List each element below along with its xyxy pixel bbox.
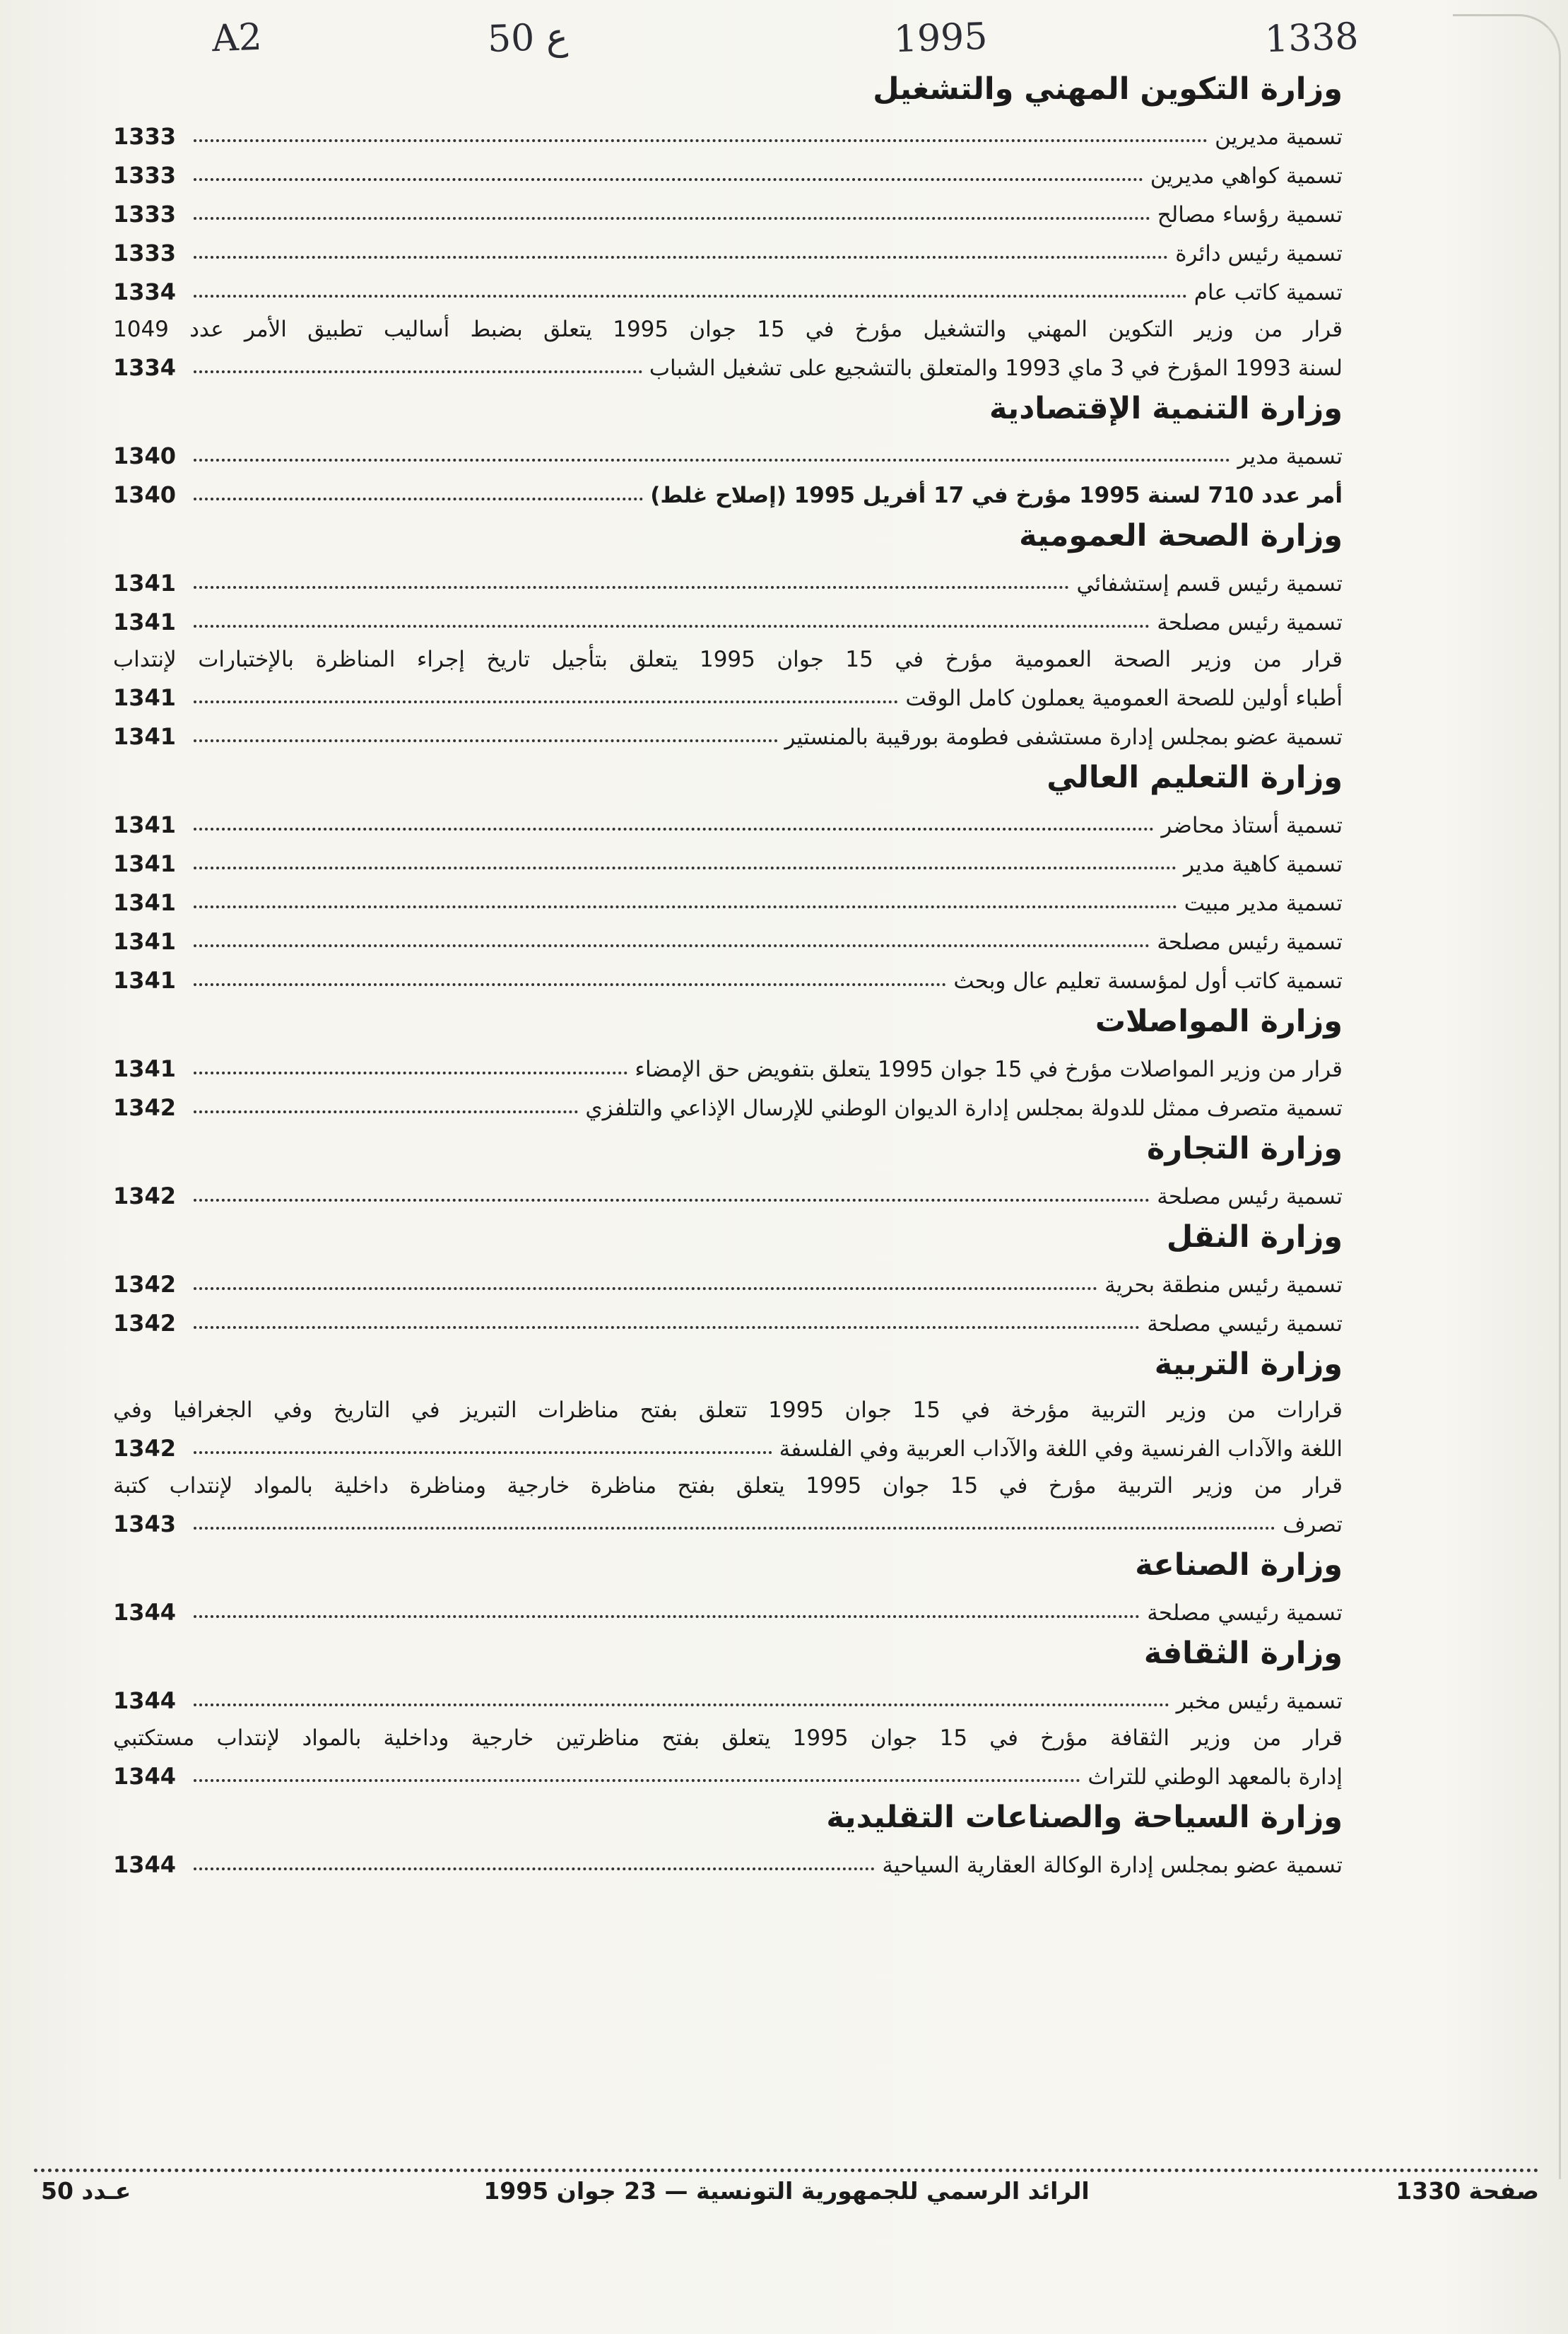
entry-text: تسمية متصرف ممثل للدولة بمجلس إدارة الديوان الوطني للإرسال الإذاعي والتلفزي	[585, 1096, 1343, 1121]
entry-text-line	[113, 1714, 1343, 1751]
entry-row	[113, 111, 1343, 150]
entry-page-number: 1334	[113, 354, 177, 381]
ministry-section	[113, 514, 1343, 750]
toc-entry	[113, 799, 1343, 838]
dot-leader	[194, 625, 1150, 628]
toc-entry	[113, 111, 1343, 150]
toc-entry	[113, 877, 1343, 916]
entry-page-number: 1341	[113, 811, 177, 838]
entry-row	[113, 1499, 1343, 1537]
ministry-section	[113, 1631, 1343, 1790]
entry-row	[113, 1839, 1343, 1878]
entry-row	[113, 1082, 1343, 1121]
entry-text: إدارة بالمعهد الوطني للتراث	[1087, 1764, 1343, 1790]
ministry-section	[113, 387, 1343, 508]
entry-page-number: 1342	[113, 1094, 177, 1121]
toc-entry	[113, 1675, 1343, 1714]
ministry-heading: وزارة الصحة العمومية	[1019, 518, 1343, 553]
toc-entry	[113, 838, 1343, 877]
entry-row	[113, 916, 1343, 955]
entry-row	[113, 838, 1343, 877]
toc-entry	[113, 1839, 1343, 1878]
entry-text-line	[113, 635, 1343, 672]
toc-entry	[113, 1259, 1343, 1298]
entry-text: لسنة 1993 المؤرخ في 3 ماي 1993 والمتعلق بالتشجيع على تشغيل الشباب	[649, 356, 1343, 381]
dot-leader	[194, 178, 1143, 181]
dot-leader	[194, 1451, 772, 1454]
entry-text: تسمية كاتب عام	[1193, 280, 1343, 305]
dot-leader	[194, 1287, 1097, 1290]
entry-text: قرارات من وزير التربية مؤرخة في 15 جوان 1995 تتعلق بفتح مناظرات التبريز في التاريخ وفي الجغرافيا وفي	[113, 1397, 1343, 1423]
journal-title-date: الرائد الرسمي للجمهورية التونسية — 23 جوان 1995	[483, 2177, 1090, 2205]
entry-text: أمر عدد 710 لسنة 1995 مؤرخ في 17 أفريل 1995 (إصلاح غلط)	[650, 483, 1343, 508]
entry-text: تسمية عضو بمجلس إدارة الوكالة العقارية السياحية	[882, 1853, 1343, 1878]
entry-row	[113, 469, 1343, 508]
entry-page-number: 1341	[113, 967, 177, 994]
dot-leader	[194, 586, 1069, 589]
ministry-section	[113, 999, 1343, 1121]
entry-page-number: 1341	[113, 928, 177, 955]
entry-text: تسمية رئيس مصلحة	[1157, 1184, 1343, 1209]
entry-page-number: 1343	[113, 1511, 177, 1537]
dot-leader	[194, 1072, 627, 1074]
dot-leader	[194, 1199, 1150, 1202]
entry-page-number: 1340	[113, 481, 177, 508]
entry-row	[113, 955, 1343, 994]
entry-row	[113, 189, 1343, 228]
ministry-heading: وزارة السياحة والصناعات التقليدية	[826, 1800, 1343, 1835]
entry-text: تسمية رئيس قسم إستشفائي	[1076, 571, 1343, 597]
dot-leader	[194, 1615, 1140, 1618]
dot-leader	[194, 1779, 1080, 1782]
entry-page-number: 1342	[113, 1435, 177, 1462]
entry-text: تسمية أستاذ محاضر	[1161, 813, 1343, 838]
toc-entry	[113, 1082, 1343, 1121]
dot-leader	[194, 459, 1230, 462]
entry-row	[113, 342, 1343, 381]
entry-text: تسمية عضو بمجلس إدارة مستشفى فطومة بورقيبة بالمنستير	[784, 725, 1343, 750]
dot-leader	[194, 983, 946, 986]
toc-entry	[113, 635, 1343, 711]
entry-text: أطباء أولين للصحة العمومية يعملون كامل الوقت	[905, 686, 1343, 711]
entry-page-number: 1344	[113, 1851, 177, 1878]
entry-row	[113, 1259, 1343, 1298]
entry-text: تسمية رئيسي مصلحة	[1147, 1311, 1343, 1337]
entry-row	[113, 597, 1343, 635]
toc-entry	[113, 1714, 1343, 1790]
dot-leader	[194, 370, 642, 373]
dot-leader	[194, 700, 898, 703]
entry-page-number: 1344	[113, 1599, 177, 1626]
entry-text: تسمية رئيس مصلحة	[1157, 930, 1343, 955]
entry-row	[113, 1171, 1343, 1209]
ministry-section	[113, 1795, 1343, 1878]
entry-row	[113, 150, 1343, 189]
toc-entry	[113, 597, 1343, 635]
toc-entry	[113, 1587, 1343, 1626]
dot-leader	[194, 217, 1150, 220]
entry-page-number: 1333	[113, 240, 177, 266]
ministry-heading: وزارة التنمية الإقتصادية	[989, 391, 1343, 426]
footer-divider	[34, 2169, 1539, 2172]
entry-row	[113, 430, 1343, 469]
entry-row	[113, 228, 1343, 266]
dot-leader	[194, 1110, 578, 1113]
entry-text: تسمية رؤساء مصالح	[1157, 202, 1343, 228]
dot-leader	[194, 905, 1177, 908]
toc-entry	[113, 228, 1343, 266]
entry-text: تسمية رئيس مصلحة	[1157, 610, 1343, 635]
entry-row	[113, 711, 1343, 750]
handwritten-note: 1995	[892, 15, 989, 61]
issue-number: عـدد 50	[41, 2177, 131, 2205]
entry-page-number: 1341	[113, 684, 177, 711]
dot-leader	[194, 867, 1177, 869]
entry-text: تسمية كاتب أول لمؤسسة تعليم عال وبحث	[953, 968, 1343, 994]
dot-leader	[194, 1326, 1140, 1329]
ministry-section	[113, 67, 1343, 381]
ministry-heading: وزارة التجارة	[1146, 1131, 1343, 1166]
toc-entry	[113, 558, 1343, 597]
dot-leader	[194, 944, 1150, 947]
toc-entry	[113, 1171, 1343, 1209]
entry-row	[113, 877, 1343, 916]
entry-page-number: 1333	[113, 162, 177, 189]
entry-row	[113, 1423, 1343, 1462]
toc-entry	[113, 305, 1343, 381]
entry-page-number: 1333	[113, 201, 177, 228]
entry-row	[113, 1751, 1343, 1790]
toc-entry	[113, 266, 1343, 305]
entry-row	[113, 266, 1343, 305]
entry-page-number: 1333	[113, 123, 177, 150]
toc-entry	[113, 1298, 1343, 1337]
toc-entry	[113, 189, 1343, 228]
entry-text: تسمية كاهية مدير	[1183, 852, 1343, 877]
entry-text: تسمية رئيسي مصلحة	[1147, 1600, 1343, 1626]
ministry-heading: وزارة الثقافة	[1143, 1636, 1343, 1671]
entry-page-number: 1334	[113, 278, 177, 305]
entry-page-number: 1340	[113, 442, 177, 469]
entry-text: تسمية مدير مبيت	[1184, 891, 1343, 916]
entry-text: قرار من وزير الصحة العمومية مؤرخ في 15 جوان 1995 يتعلق بتأجيل تاريخ إجراء المناظرة بالإختبارات لإنتداب	[113, 647, 1343, 672]
ministry-section	[113, 756, 1343, 994]
ministry-heading: وزارة النقل	[1166, 1219, 1343, 1255]
handwritten-note: 1338	[1263, 15, 1360, 61]
dot-leader	[194, 828, 1154, 831]
dot-leader	[194, 1867, 875, 1870]
ministry-heading: وزارة التربية	[1154, 1347, 1343, 1382]
entry-text: قرار من وزير التكوين المهني والتشغيل مؤرخ في 15 جوان 1995 يتعلق بضبط أساليب تطبيق الأمر عدد 1049	[113, 317, 1343, 342]
toc-entry	[113, 1386, 1343, 1462]
entry-text: تصرف	[1283, 1512, 1343, 1537]
ministry-heading: وزارة التكوين المهني والتشغيل	[873, 71, 1343, 107]
entry-row	[113, 558, 1343, 597]
entry-text: تسمية رئيس دائرة	[1175, 241, 1343, 266]
handwritten-note: 50 ع	[486, 16, 569, 61]
toc-entry	[113, 955, 1343, 994]
ministry-heading: وزارة المواصلات	[1095, 1004, 1343, 1039]
entry-text: قرار من وزير الثقافة مؤرخ في 15 جوان 1995 يتعلق بفتح مناظرتين خارجية وداخلية بالمواد لإنتداب مستكتبي	[113, 1725, 1343, 1751]
entry-row	[113, 1675, 1343, 1714]
dot-leader	[194, 139, 1208, 142]
entry-page-number: 1341	[113, 609, 177, 635]
toc-entry	[113, 430, 1343, 469]
entry-text: قرار من وزير المواصلات مؤرخ في 15 جوان 1995 يتعلق بتفويض حق الإمضاء	[635, 1057, 1343, 1082]
entry-text-line	[113, 305, 1343, 342]
entry-text: تسمية رئيس منطقة بحرية	[1104, 1272, 1343, 1298]
entry-text-line	[113, 1386, 1343, 1423]
ministry-heading: وزارة الصناعة	[1135, 1547, 1343, 1583]
ministry-section	[113, 1215, 1343, 1337]
entry-text: اللغة والآداب الفرنسية وفي اللغة والآداب العربية وفي الفلسفة	[779, 1436, 1343, 1462]
dot-leader	[194, 256, 1168, 259]
page-edge-frame	[1453, 14, 1561, 2179]
page-number: صفحة 1330	[1396, 2177, 1539, 2205]
page-footer	[34, 2177, 1539, 2219]
entry-page-number: 1342	[113, 1183, 177, 1209]
table-of-contents	[113, 67, 1343, 1884]
toc-entry	[113, 711, 1343, 750]
handwritten-note: A2	[211, 16, 263, 61]
ministry-section	[113, 1127, 1343, 1209]
entry-page-number: 1342	[113, 1310, 177, 1337]
entry-row	[113, 1043, 1343, 1082]
toc-entry	[113, 1462, 1343, 1537]
toc-entry	[113, 469, 1343, 508]
entry-text: تسمية مدير	[1237, 444, 1343, 469]
toc-entry	[113, 916, 1343, 955]
entry-text: قرار من وزير التربية مؤرخ في 15 جوان 1995 يتعلق بفتح مناظرة خارجية ومناظرة داخلية بالمواد لإنتداب كتبة	[113, 1473, 1343, 1499]
ministry-section	[113, 1543, 1343, 1626]
entry-page-number: 1341	[113, 889, 177, 916]
entry-text: تسمية كواهي مديرين	[1150, 163, 1343, 189]
entry-text-line	[113, 1462, 1343, 1499]
entry-row	[113, 799, 1343, 838]
ministry-heading: وزارة التعليم العالي	[1047, 760, 1343, 795]
dot-leader	[194, 739, 778, 742]
dot-leader	[194, 498, 643, 500]
entry-text: تسمية رئيس مخبر	[1176, 1689, 1343, 1714]
toc-entry	[113, 150, 1343, 189]
ministry-section	[113, 1342, 1343, 1537]
dot-leader	[194, 295, 1187, 298]
entry-page-number: 1341	[113, 570, 177, 597]
dot-leader	[194, 1703, 1169, 1706]
dot-leader	[194, 1527, 1275, 1530]
entry-page-number: 1341	[113, 723, 177, 750]
entry-page-number: 1342	[113, 1271, 177, 1298]
entry-text: تسمية مديرين	[1215, 124, 1343, 150]
entry-row	[113, 1298, 1343, 1337]
entry-page-number: 1344	[113, 1763, 177, 1790]
entry-page-number: 1344	[113, 1687, 177, 1714]
toc-entry	[113, 1043, 1343, 1082]
entry-row	[113, 1587, 1343, 1626]
entry-row	[113, 672, 1343, 711]
entry-page-number: 1341	[113, 850, 177, 877]
entry-page-number: 1341	[113, 1055, 177, 1082]
